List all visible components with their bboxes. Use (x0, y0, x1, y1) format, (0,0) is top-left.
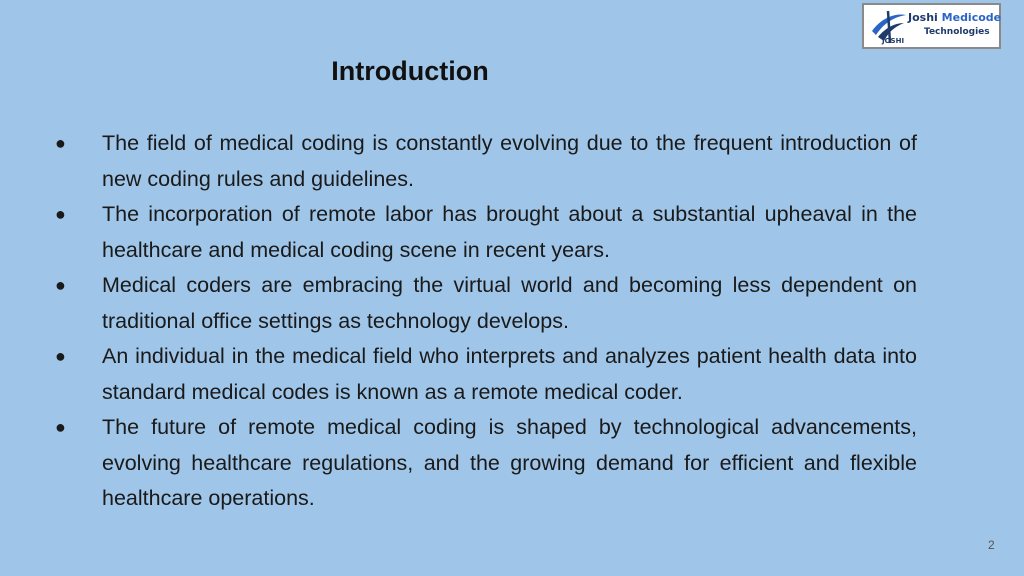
bullet-icon: ● (55, 346, 66, 366)
logo-small-text: JOSHI (882, 37, 905, 45)
logo-word-technologies: Technologies (924, 27, 990, 37)
bullet-text: The field of medical coding is constantly evolving due to the frequent introduction of new coding rules and guidelines. (102, 131, 917, 191)
bullet-text: An individual in the medical field who interprets and analyzes patient health data into standard medical codes is known as a remote medical coder. (102, 344, 917, 404)
bullet-icon: ● (55, 275, 66, 295)
logo-word-medicode: Medicode (941, 11, 1002, 24)
page-number: 2 (988, 538, 995, 552)
slide-title: Introduction (331, 56, 489, 86)
bullet-item (55, 410, 917, 517)
bullet-text: The incorporation of remote labor has brought about a substantial upheaval in the healthcare and medical coding scene in recent years. (102, 202, 917, 262)
bullet-icon: ● (55, 417, 66, 437)
company-logo (862, 3, 1001, 49)
bullet-item (55, 339, 917, 410)
bullet-item (55, 126, 917, 197)
bullet-list (55, 126, 917, 517)
bullet-item (55, 268, 917, 339)
logo-wordmark (908, 11, 1001, 24)
bullet-icon: ● (55, 133, 66, 153)
bullet-icon: ● (55, 204, 66, 224)
logo-word-joshi: Joshi (908, 11, 938, 24)
bullet-item (55, 197, 917, 268)
bullet-text: The future of remote medical coding is shaped by technological advancements, evolving healthcare regulations, and the growing demand for efficient and flexible healthcare operations. (102, 415, 917, 510)
bullet-text: Medical coders are embracing the virtual world and becoming less dependent on traditional office settings as technology develops. (102, 273, 917, 333)
